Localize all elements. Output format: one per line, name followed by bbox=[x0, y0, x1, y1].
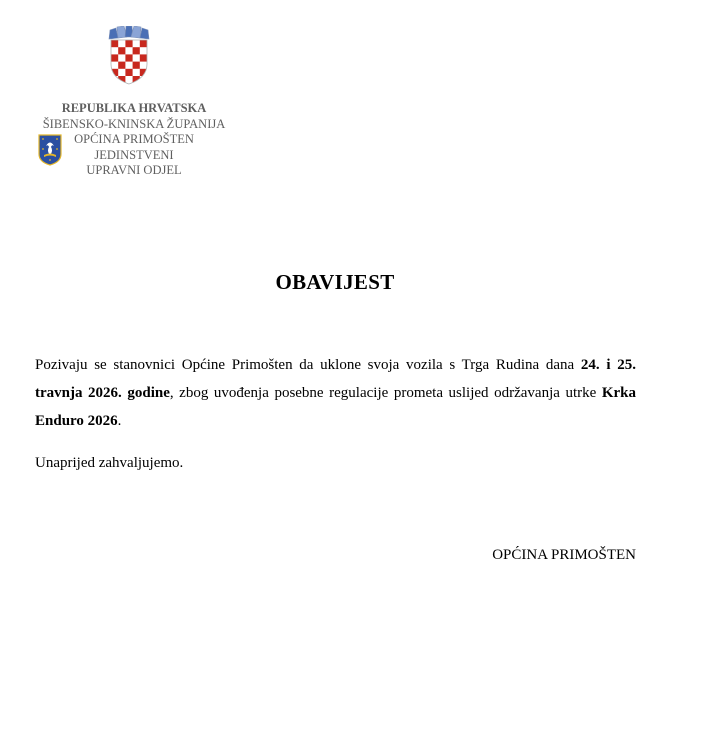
body-text-part2: , zbog uvođenja posebne regulacije prometa uslijed održavanja utrke bbox=[169, 385, 602, 401]
closing-thanks: Unaprijed zahvaljujemo. bbox=[35, 455, 184, 471]
event-dates: 24. i 25. travnja 2026. godine bbox=[35, 357, 636, 401]
issuer-header bbox=[30, 101, 238, 179]
croatian-coat-of-arms-icon bbox=[106, 26, 152, 86]
signature-municipality: OPĆINA PRIMOŠTEN bbox=[492, 547, 636, 563]
header-municipality: OPĆINA PRIMOŠTEN bbox=[74, 132, 194, 146]
header-country: REPUBLIKA HRVATSKA bbox=[61, 101, 207, 115]
event-name: Krka Enduro 2026 bbox=[35, 385, 636, 429]
header-department-line1: JEDINSTVENI bbox=[94, 147, 174, 162]
notice-body bbox=[35, 351, 636, 435]
header-county: ŠIBENSKO-KNINSKA ŽUPANIJA bbox=[42, 116, 226, 131]
header-department-line2: UPRAVNI ODJEL bbox=[86, 163, 182, 177]
body-text-part1: Pozivaju se stanovnici Općine Primošten da uklone svoja vozila s Trga Rudina dana bbox=[35, 357, 581, 373]
notice-title: OBAVIJEST bbox=[275, 270, 395, 294]
primosten-crest-icon bbox=[38, 134, 62, 166]
body-text-end: . bbox=[117, 413, 122, 429]
